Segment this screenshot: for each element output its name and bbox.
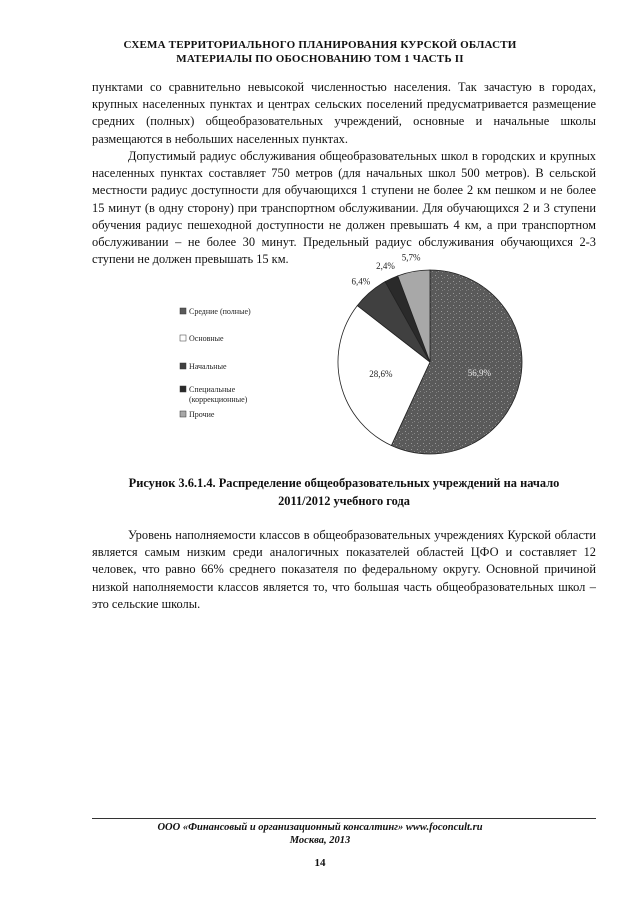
caption-line-1: Рисунок 3.6.1.4. Распределение общеобразовательных учреждений на начало — [128, 476, 560, 490]
legend-item-prochie — [180, 410, 215, 419]
page-number: 14 — [314, 857, 326, 869]
chart-legend — [180, 307, 251, 419]
legend-swatch — [180, 386, 186, 392]
legend-label: Средние (полные) — [189, 307, 251, 316]
slice-label-3: 6,4% — [351, 276, 371, 287]
figure-caption — [92, 474, 596, 510]
paragraph-2: Допустимый радиус обслуживания общеобразовательных школ в городских и крупных населенных пунктах составляет 750 метров (для начальных школ 500 метров). В сельской местности радиус доступности для обучающихся 1 ступени не более 2 км пешком и не более 15 минут (в одну сторону) при транспортном обслуживании. Для обучающихся 2 и 3 ступени обучения радиус пешеходной доступности не должен превышать 4 км, а при транспортном обслуживании – не более 30 минут. Предельный радиус обслуживания обучающихся 2-3 ступени не должен превышать 15 км. — [92, 149, 596, 267]
legend-label: Специальные — [189, 385, 236, 394]
legend-item-specialnye — [180, 385, 248, 404]
document-header — [0, 38, 640, 66]
legend-label: Прочие — [189, 410, 215, 419]
pie-slices — [338, 270, 522, 454]
legend-item-srednie — [180, 307, 251, 316]
header-title: СХЕМА ТЕРРИТОРИАЛЬНОГО ПЛАНИРОВАНИЯ КУРСКОЙ ОБЛАСТИ — [123, 39, 517, 51]
slice-label-2: 28,6% — [369, 368, 393, 379]
slice-label-4: 2,4% — [376, 260, 395, 271]
paragraph-3: Уровень наполняемости классов в общеобразовательных учреждениях Курской области является самым низким среди аналогичных показателей областей ЦФО и составляет 12 человек, что равно 66% среднего показателя по федеральному округу. Основной причиной низкой наполняемости классов является то, что большая часть общеобразовательных школ – это сельские школы. — [92, 528, 596, 611]
slice-label-5: 5,7% — [401, 252, 421, 263]
document-footer — [0, 821, 640, 847]
legend-item-osnovnye — [180, 334, 224, 343]
legend-label: Основные — [189, 334, 224, 343]
legend-item-nachalnye — [180, 362, 227, 371]
legend-swatch — [180, 411, 186, 417]
slice-label-1: 56,9% — [467, 367, 492, 378]
legend-swatch — [180, 308, 186, 314]
legend-label: Начальные — [189, 362, 227, 371]
caption-line-2: 2011/2012 учебного года — [278, 494, 410, 508]
header-subtitle: МАТЕРИАЛЫ ПО ОБОСНОВАНИЮ ТОМ 1 ЧАСТЬ II — [176, 53, 464, 65]
footer-divider — [92, 818, 596, 819]
footer-company: ООО «Финансовый и организационный консалтинг» www.foconcult.ru — [157, 822, 483, 833]
pie-chart — [170, 252, 530, 462]
footer-city-year: Москва, 2013 — [289, 835, 351, 846]
legend-swatch — [180, 363, 186, 369]
paragraph-1: пунктами со сравнительно невысокой численностью населения. Так зачастую в городах, крупных населенных пунктах и центрах сельских поселений предусматривается размещение средних (полных) общеобразовательных учреждений, основные и начальные школы размещаются в небольших населенных пунктах. — [92, 80, 596, 146]
legend-label-cont: (коррекционные) — [189, 395, 248, 404]
legend-swatch — [180, 335, 186, 341]
